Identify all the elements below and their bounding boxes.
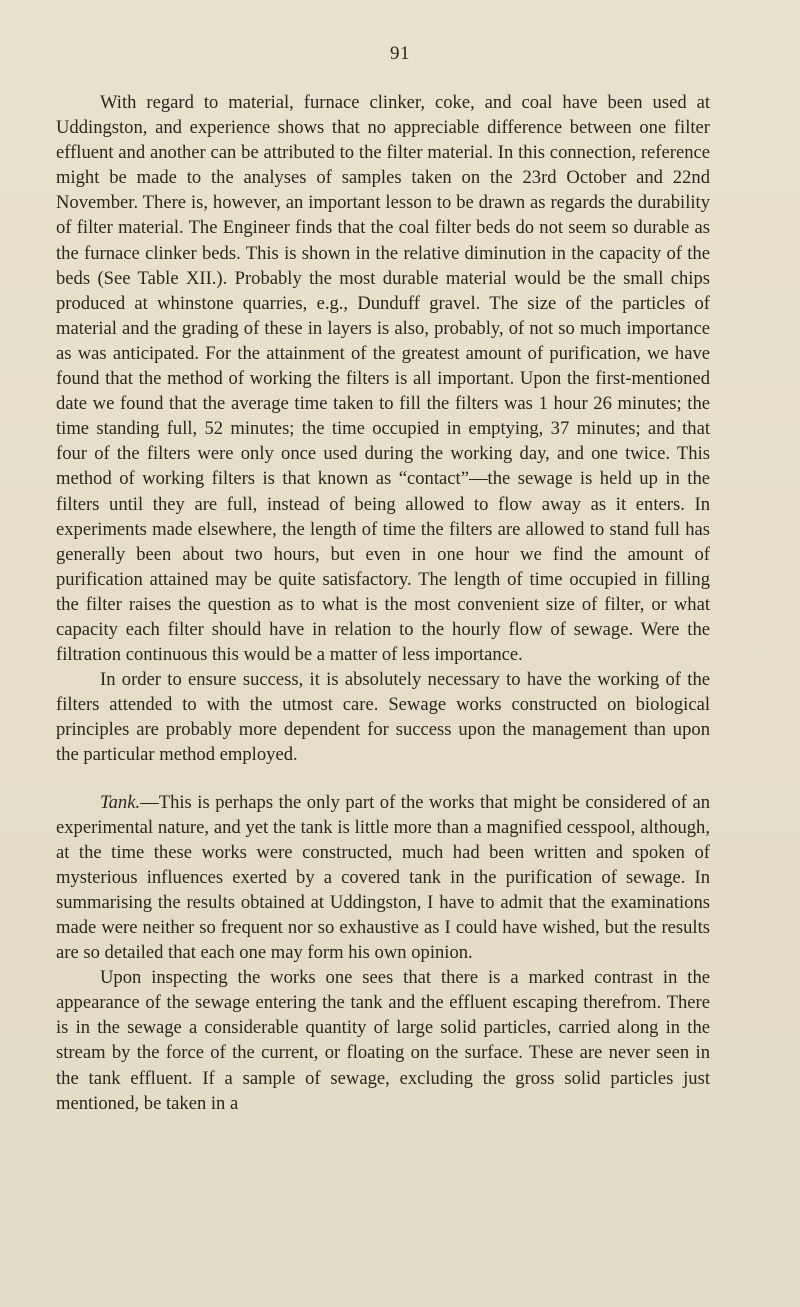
paragraph-filter-material: With regard to material, furnace clinker, coke, and coal have been used at Uddingston, and experience shows that no appreciable difference between one filter effluent and another can be attributed to the filter material. In this connection, reference might be made to the analyses of samples taken on the 23rd October and 22nd November. There is, however, an important lesson to be drawn as regards the durability of filter material. The Engineer finds that the coal filter beds do not seem so durable as the furnace clinker beds. This is shown in the relative diminution in the capacity of the beds (See Table XII.). Probably the most durable material would be the small chips produced at whinstone quarries, e.g., Dunduff gravel. The size of the particles of material and the grading of these in layers is also, probably, of not so much importance as was anticipated. For the attainment of the greatest amount of purification, we have found that the method of working the filters is all important. Upon the first-mentioned date we found that the average time taken to fill the filters was 1 hour 26 minutes; the time standing full, 52 minutes; the time occupied in emptying, 37 minutes; and that four of the filters were only once used during the working day, and one twice. This method of working filters is that known as “contact”—the sewage is held up in the filters until they are full, instead of being allowed to flow away as it enters. In experiments made elsewhere, the length of time the filters are allowed to stand full has generally been about two hours, but even in one hour we find the amount of purification attained may be quite satisfactory. The length of time occupied in filling the filter raises the question as to what is the most convenient size of filter, or what capacity each filter should have in relation to the hourly flow of sewage. Were the filtration continuous this would be a matter of less importance. (56, 92, 710, 666)
body-text (56, 90, 710, 1116)
section-heading-tank: Tank. (100, 791, 141, 813)
page-number: 91 (390, 43, 410, 64)
paragraph-tank-text: —This is perhaps the only part of the works that might be considered of an experimental nature, and yet the tank is little more than a magnified cesspool, although, at the time these works were constructed, much had been written and spoken of mysterious influences exerted by a covered tank in the purification of sewage. In summarising the results obtained at Uddingston, I have to admit that the examinations made were neither so frequent nor so exhaustive as I could have wished, but the results are so detailed that each one may form his own opinion. (56, 791, 710, 964)
paragraph-filter-management: In order to ensure success, it is absolutely necessary to have the working of the filters attended to with the utmost care. Sewage works constructed on biological principles are probably more dependent for success upon the management than upon the particular method employed. (56, 669, 710, 766)
paragraph-tank (56, 790, 710, 966)
paragraph-inspection: Upon inspecting the works one sees that there is a marked contrast in the appearance of the sewage entering the tank and the effluent escaping therefrom. There is in the sewage a considerable quantity of large solid particles, carried along in the stream by the force of the current, or floating on the surface. These are never seen in the tank effluent. If a sample of sewage, excluding the gross solid particles just mentioned, be taken in a (56, 967, 710, 1114)
